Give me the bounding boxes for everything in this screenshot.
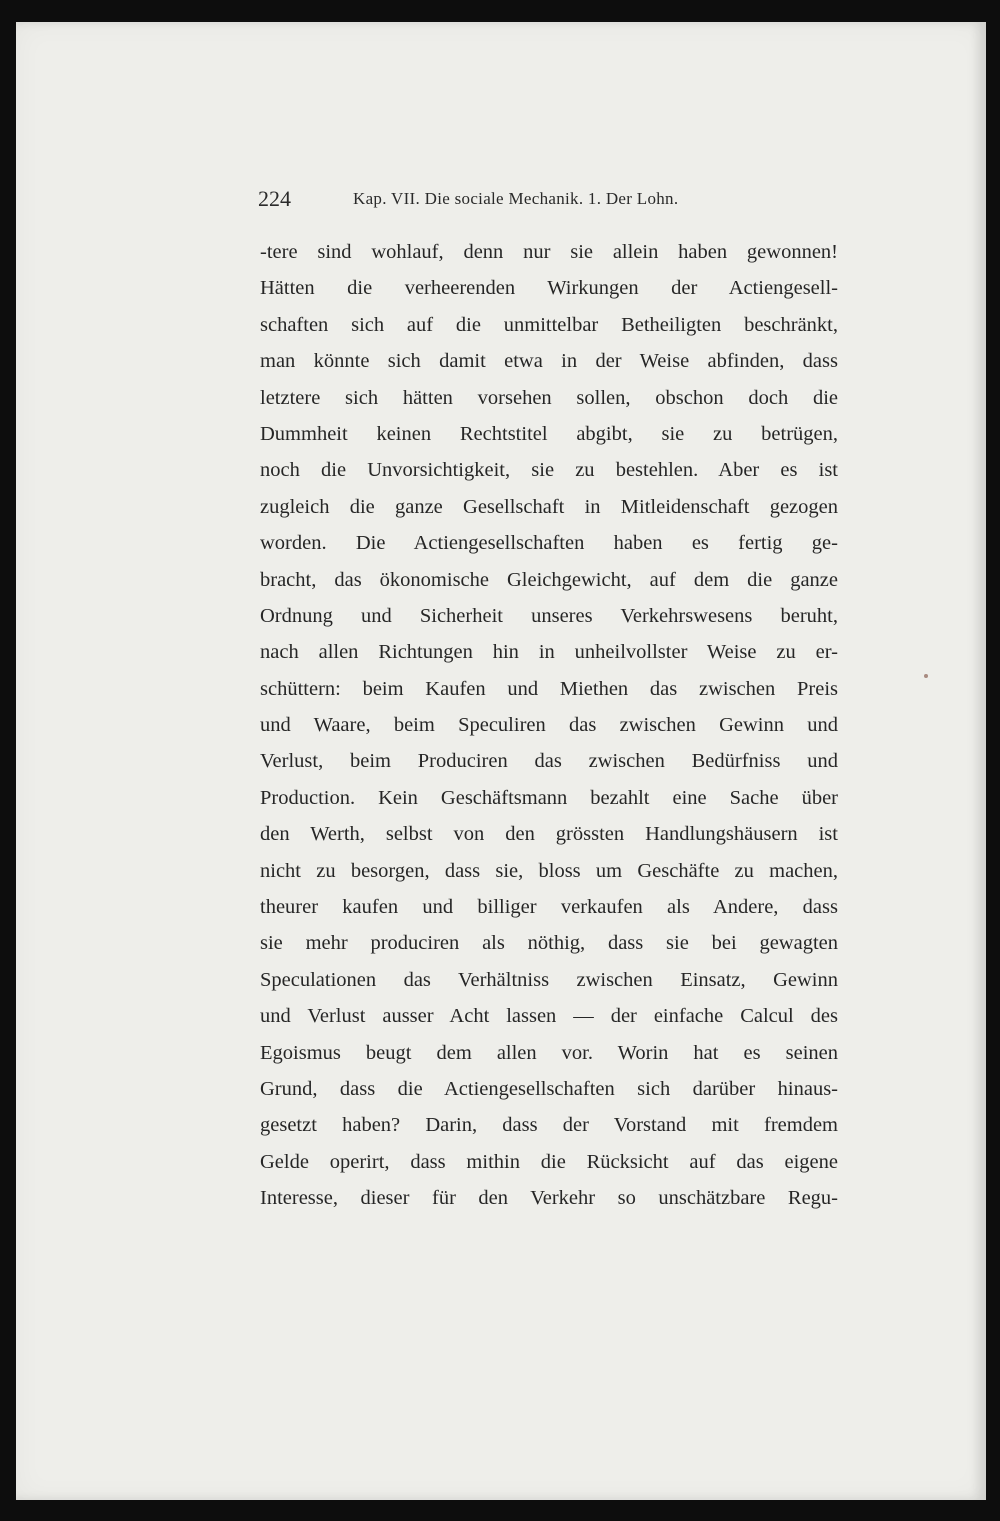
book-page — [16, 22, 986, 1500]
text-line: Grund, dass die Actiengesellschaften sich darüber hinaus- — [260, 1077, 838, 1100]
text-line: und Verlust ausser Acht lassen — der einfache Calcul des — [260, 1005, 838, 1028]
text-line: Speculationen das Verhältniss zwischen Einsatz, Gewinn — [260, 968, 838, 991]
text-line: Ordnung und Sicherheit unseres Verkehrswesens beruht, — [260, 604, 838, 627]
page-number: 224 — [258, 186, 291, 211]
text-line: man könnte sich damit etwa in der Weise abfinden, dass — [260, 350, 838, 373]
text-line: zugleich die ganze Gesellschaft in Mitleidenschaft gezogen — [260, 495, 838, 518]
text-line: gesetzt haben? Darin, dass der Vorstand mit fremdem — [260, 1114, 838, 1137]
text-line: Production. Kein Geschäftsmann bezahlt eine Sache über — [260, 786, 838, 809]
text-line: sie mehr produciren als nöthig, dass sie bei gewagten — [260, 932, 838, 955]
text-line: worden. Die Actiengesellschaften haben es fertig ge- — [260, 532, 838, 555]
text-line: Dummheit keinen Rechtstitel abgibt, sie zu betrügen, — [260, 422, 838, 445]
text-line: theurer kaufen und billiger verkaufen als Andere, dass — [260, 896, 838, 919]
text-line: den Werth, selbst von den grössten Handlungshäusern ist — [260, 823, 838, 846]
text-line: -tere sind wohlauf, denn nur sie allein haben gewonnen! — [260, 241, 838, 263]
text-line: Egoismus beugt dem allen vor. Worin hat es seinen — [260, 1041, 838, 1064]
text-line: schüttern: beim Kaufen und Miethen das zwischen Preis — [260, 677, 838, 700]
text-line: schaften sich auf die unmittelbar Betheiligten beschränkt, — [260, 313, 838, 336]
text-line: Interesse, dieser für den Verkehr so unschätzbare Regu- — [260, 1187, 838, 1210]
text-line: Gelde operirt, dass mithin die Rücksicht auf das eigene — [260, 1150, 838, 1173]
paper-speck — [924, 674, 928, 678]
text-line: nach allen Richtungen hin in unheilvollster Weise zu er- — [260, 641, 838, 664]
running-head: Kap. VII. Die sociale Mechanik. 1. Der Lohn. — [353, 189, 679, 208]
text-line: Verlust, beim Produciren das zwischen Bedürfniss und — [260, 750, 838, 773]
text-line: bracht, das ökonomische Gleichgewicht, auf dem die ganze — [260, 568, 838, 591]
page-header — [258, 186, 848, 216]
body-text — [260, 234, 838, 1217]
text-line: letztere sich hätten vorsehen sollen, obschon doch die — [260, 386, 838, 409]
text-line: Hätten die verheerenden Wirkungen der Actiengesell- — [260, 277, 838, 300]
text-line: noch die Unvorsichtigkeit, sie zu bestehlen. Aber es ist — [260, 459, 838, 482]
text-line: und Waare, beim Speculiren das zwischen Gewinn und — [260, 714, 838, 737]
text-line: nicht zu besorgen, dass sie, bloss um Geschäfte zu machen, — [260, 859, 838, 882]
